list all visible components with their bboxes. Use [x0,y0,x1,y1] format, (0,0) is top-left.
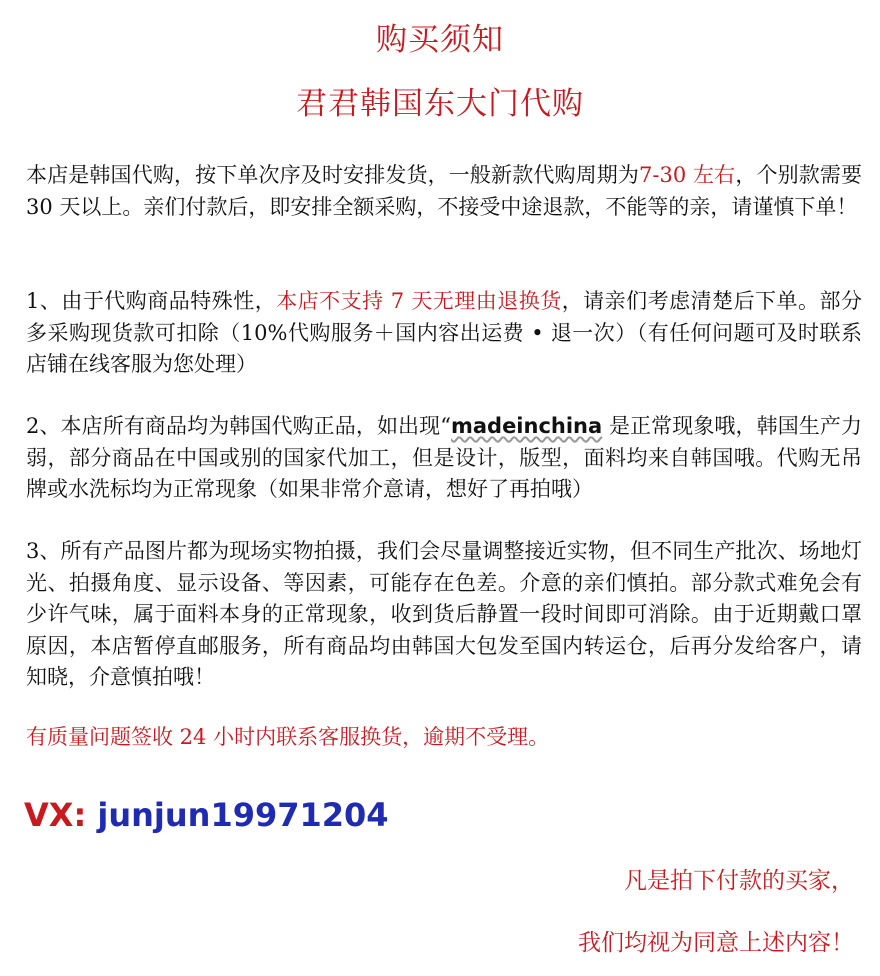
rule-2-madeinchina: madeinchina [450,414,603,438]
intro-paragraph [26,160,862,223]
contact-id: junjun19971204 [97,796,389,834]
rule-2-text-c: 是正常现象哦，韩国生产力弱，部分商品在中国或别的国家代加工，但是设计，版型，面料均来自韩国哦。代购无吊牌或水洗标均为正常现象（如果非常介意请，想好了再拍哦） [26,414,862,501]
rule-1-paragraph [26,286,862,381]
rule-1-text-a: 1、由于代购商品特殊性， [26,289,277,313]
intro-period-highlight: 7-30 左右 [639,163,736,187]
closing-line-1: 凡是拍下付款的买家， [624,868,854,894]
rule-2-text-a: 2、本店所有商品均为韩国代购正品，如出现“ [26,414,451,438]
rule-1-text-c: ，请亲们考虑清楚后下单。部分多采购现货款可扣除（10%代购服务＋国内容出运费 • 退一次）（有任何问题可及时联系店铺在线客服为您处理） [26,289,862,376]
intro-text-c: ，个别款需要 30 天以上。亲们付款后，即安排全额采购，不接受中途退款，不能等的亲，请谨慎下单！ [26,163,863,219]
closing-line-2: 我们均视为同意上述内容！ [578,930,854,956]
shop-name: 君君韩国东大门代购 [296,86,584,122]
rule-1-highlight: 本店不支持 7 天无理由退换货 [276,289,562,313]
rule-3-paragraph: 3、所有产品图片都为现场实物拍摄，我们会尽量调整接近实物，但不同生产批次、场地灯光、拍摄角度、显示设备、等因素，可能存在色差。介意的亲们慎拍。部分款式难免会有少许气味，属于面料本身的正常现象，收到货后静置一段时间即可消除。由于近期戴口罩原因，本店暂停直邮服务，所有商品均由韩国大包发至国内转运仓，后再分发给客户，请知晓，介意慎拍哦！ [26,539,862,689]
contact-line [24,796,389,834]
contact-label: VX: [24,796,98,834]
notice-title: 购买须知 [376,22,504,58]
intro-text-a: 本店是韩国代购，按下单次序及时安排发货，一般新款代购周期为 [26,163,640,187]
quality-notice: 有质量问题签收 24 小时内联系客服换货，逾期不受理。 [26,725,550,749]
rule-2-paragraph [26,411,862,506]
